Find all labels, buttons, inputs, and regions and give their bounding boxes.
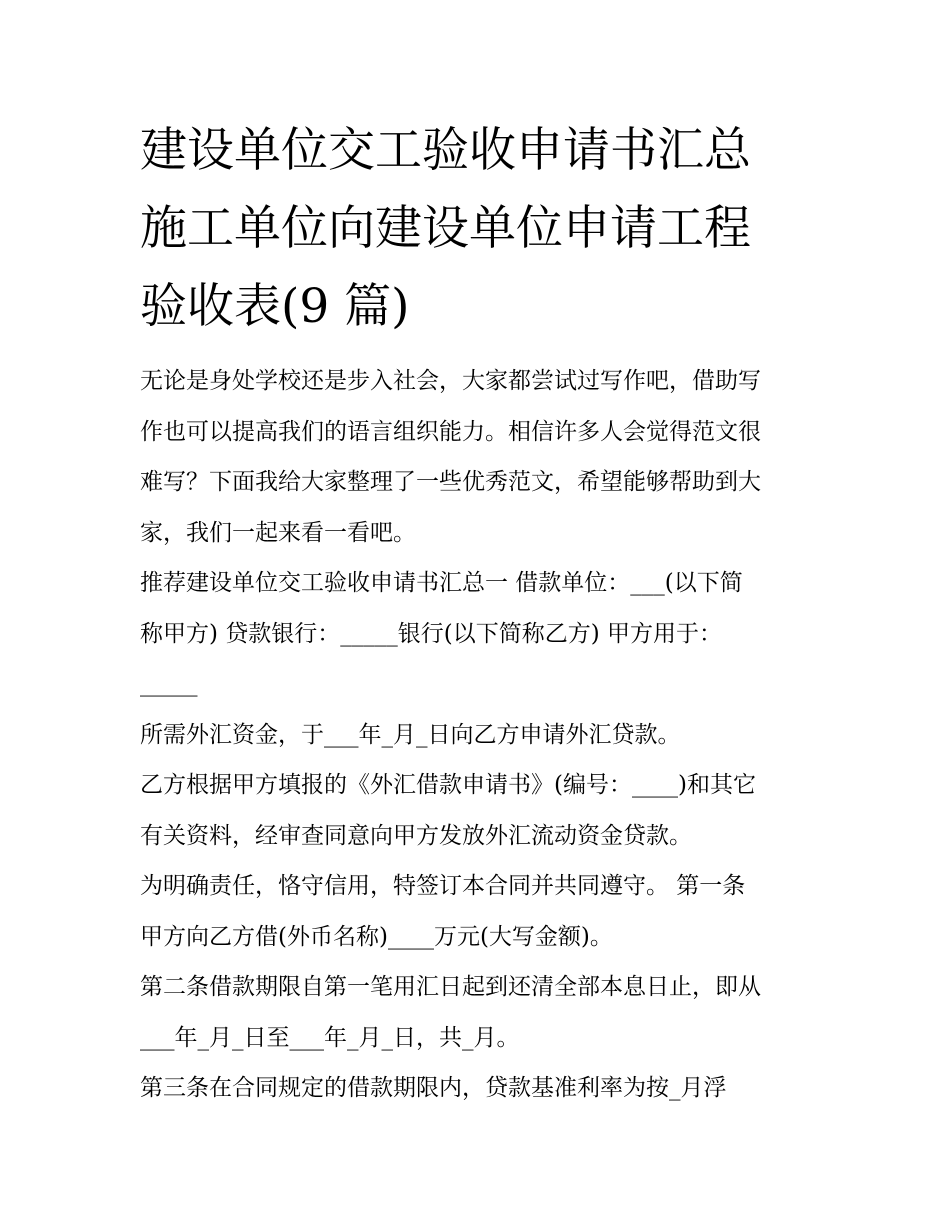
body-line: 称甲方) 贷款银行：_____银行(以下简称乙方) 甲方用于： [140,620,723,647]
body-line: 第二条借款期限自第一笔用汇日起到还清全部本息日止，即从 [140,974,761,1000]
title-line: 验收表(9 篇) [140,279,410,334]
document-title [140,112,812,346]
body-line: 无论是身处学校还是步入社会，大家都尝试过写作吧，借助写 [140,368,761,394]
body-line: ___年_月_日至___年_月_日，共_月。 [140,1024,520,1051]
document-content [140,112,812,1114]
body-line: 推荐建设单位交工验收申请书汇总一 借款单位：___(以下简 [140,570,743,596]
title-line: 施工单位向建设单位申请工程 [140,201,751,256]
body-line: 有关资料，经审查同意向甲方发放外汇流动资金贷款。 [140,822,692,849]
body-line: 所需外汇资金，于___年_月_日向乙方申请外汇贷款。 [140,721,681,748]
body-line: 甲方向乙方借(外币名称)____万元(大写金额)。 [140,923,613,950]
body-line: _____ [140,671,198,697]
document-body [140,356,812,1114]
body-line: 作也可以提高我们的语言组织能力。相信许多人会觉得范文很 [140,418,761,445]
body-line: 家，我们一起来看一看吧。 [140,519,416,546]
body-line: 难写？下面我给大家整理了一些优秀范文，希望能够帮助到大 [140,469,761,495]
body-line: 第三条在合同规定的借款期限内，贷款基准利率为按_月浮 [140,1075,727,1101]
body-line: 为明确责任，恪守信用，特签订本合同并共同遵守。 第一条 [140,873,746,899]
body-line: 乙方根据甲方填报的《外汇借款申请书》(编号：____)和其它 [140,772,756,798]
title-line: 建设单位交工验收申请书汇总 [140,123,751,178]
